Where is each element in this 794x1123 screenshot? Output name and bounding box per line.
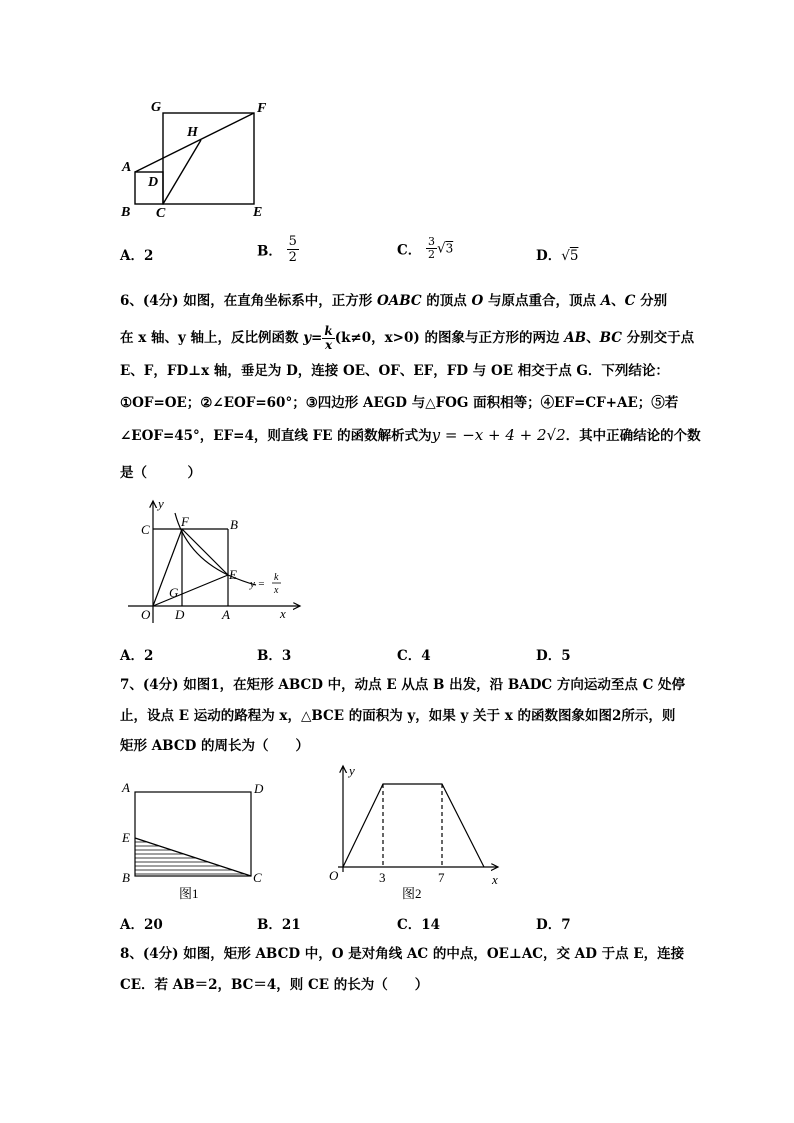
q6-option-c[interactable]: C．4 bbox=[397, 648, 431, 664]
q6-line-6: 是（ ） bbox=[120, 465, 201, 481]
q6-line-2: 在 x 轴、y 轴上，反比例函数 y= $\frac{k}{x}$ (k≠0，x>0) 的图象与正方形的两边 AB、BC 分别交于点 bbox=[120, 324, 695, 352]
q7-line-3: 矩形 ABCD 的周长为（ ） bbox=[120, 738, 309, 754]
q6-option-b[interactable]: B．3 bbox=[257, 648, 292, 664]
rectangle-abcd bbox=[135, 792, 251, 876]
q5-option-d[interactable] bbox=[536, 244, 578, 264]
label-h: H bbox=[187, 125, 198, 140]
fraction-k-over-x: $\frac{k}{x}$ bbox=[324, 324, 333, 352]
q8-line-1: 8、(4分) 如图，矩形 ABCD 中，O 是对角线 AC 的中点，OE⊥AC，交 AD 于点 E，连接 bbox=[120, 946, 685, 962]
label-g: G bbox=[169, 585, 179, 600]
sqrt-icon: √ bbox=[561, 248, 570, 264]
function-label-x: x bbox=[274, 585, 279, 596]
segment-oe bbox=[153, 575, 228, 606]
label-d: D bbox=[175, 607, 185, 622]
q5-figure bbox=[115, 95, 285, 225]
label-e: E bbox=[122, 830, 130, 845]
q7-option-d[interactable]: D．7 bbox=[536, 917, 571, 933]
q6-figure bbox=[120, 495, 310, 627]
q6-option-d[interactable]: D．5 bbox=[536, 648, 571, 664]
label-g: G bbox=[151, 100, 162, 115]
label-f: F bbox=[257, 101, 267, 116]
q5-option-a[interactable] bbox=[120, 244, 153, 264]
segment-af bbox=[135, 113, 254, 172]
square-cefg bbox=[163, 113, 254, 204]
label-a: A bbox=[122, 780, 130, 795]
figure-1-caption: 图1 bbox=[179, 886, 199, 901]
option-letter: C． bbox=[397, 242, 422, 259]
fraction: $\frac{5}{2}$ bbox=[288, 234, 297, 265]
q7-line-2: 止，设点 E 运动的路程为 x，△BCE 的面积为 y，如果 y 关于 x 的函数图象如图2所示，则 bbox=[120, 708, 676, 724]
label-e: E bbox=[229, 567, 237, 582]
q8-line-2: CE．若 AB＝2，BC＝4，则 CE 的长为（ ） bbox=[120, 977, 429, 993]
tick-7: 7 bbox=[438, 870, 445, 885]
label-c: C bbox=[141, 522, 150, 537]
label-c: C bbox=[156, 206, 166, 221]
segment-ef bbox=[182, 529, 228, 575]
q7-option-c[interactable]: C．14 bbox=[397, 917, 441, 933]
label-o: O bbox=[141, 607, 151, 622]
label-y: y bbox=[158, 496, 164, 511]
label-a: A bbox=[222, 607, 230, 622]
label-x: x bbox=[280, 606, 286, 621]
label-a: A bbox=[122, 160, 132, 175]
label-b: B bbox=[122, 870, 130, 885]
radicand: 3 bbox=[445, 241, 454, 256]
function-label-y: y = bbox=[250, 578, 266, 590]
q7-option-a[interactable]: A．20 bbox=[120, 917, 163, 933]
label-e: E bbox=[253, 205, 263, 220]
radicand: 5 bbox=[569, 248, 579, 264]
q6-line-3: E、F，FD⊥x 轴，垂足为 D，连接 OE、OF、EF，FD 与 OE 相交于点 G．下列结论： bbox=[120, 363, 669, 379]
label-d: D bbox=[254, 781, 264, 796]
q5-option-b[interactable] bbox=[257, 234, 299, 265]
label-b: B bbox=[230, 517, 238, 532]
label-y: y bbox=[349, 763, 355, 778]
option-letter: B． bbox=[257, 243, 282, 260]
q6-line-4: ①OF=OE；②∠EOF=60°；③四边形 AEGD 与△FOG 面积相等；④EF=CF+AE；⑤若 bbox=[120, 395, 679, 411]
q6-option-a[interactable]: A．2 bbox=[120, 648, 154, 664]
option-letter: A． bbox=[120, 248, 144, 264]
label-c: C bbox=[253, 870, 262, 885]
q6-line-5: ∠EOF=45°，EF=4，则直线 FE 的函数解析式为y = −x + 4 + 2√2．其中正确结论的个数 bbox=[120, 426, 701, 444]
label-b: B bbox=[121, 205, 131, 220]
label-o: O bbox=[329, 868, 339, 883]
segment-ch bbox=[163, 140, 201, 204]
q7-figure-2 bbox=[318, 760, 508, 900]
q7-option-b[interactable]: B．21 bbox=[257, 917, 301, 933]
label-f: F bbox=[181, 514, 189, 529]
option-letter: D． bbox=[536, 248, 562, 264]
figure-2-caption: 图2 bbox=[402, 886, 422, 900]
label-x: x bbox=[492, 872, 498, 887]
tick-3: 3 bbox=[379, 870, 386, 885]
function-graph bbox=[343, 784, 484, 867]
line-fe-formula: y = −x + 4 + 2√2 bbox=[431, 426, 566, 444]
fraction: $\frac{3}{2}$ bbox=[427, 235, 435, 261]
sqrt-icon: √ bbox=[436, 240, 446, 257]
option-value: 2 bbox=[143, 248, 154, 264]
q6-line-1: 6、(4分) 如图，在直角坐标系中，正方形 OABC 的顶点 O 与原点重合，顶点 A、C 分别 bbox=[120, 293, 668, 309]
q7-line-1: 7、(4分) 如图1，在矩形 ABCD 中，动点 E 从点 B 出发，沿 BADC 方向运动至点 C 处停 bbox=[120, 677, 686, 693]
shaded-triangle-bce bbox=[135, 842, 255, 874]
function-label-k: k bbox=[274, 572, 279, 583]
q7-figure-1 bbox=[115, 775, 275, 905]
label-d: D bbox=[148, 175, 159, 190]
q5-option-c[interactable] bbox=[397, 236, 453, 261]
